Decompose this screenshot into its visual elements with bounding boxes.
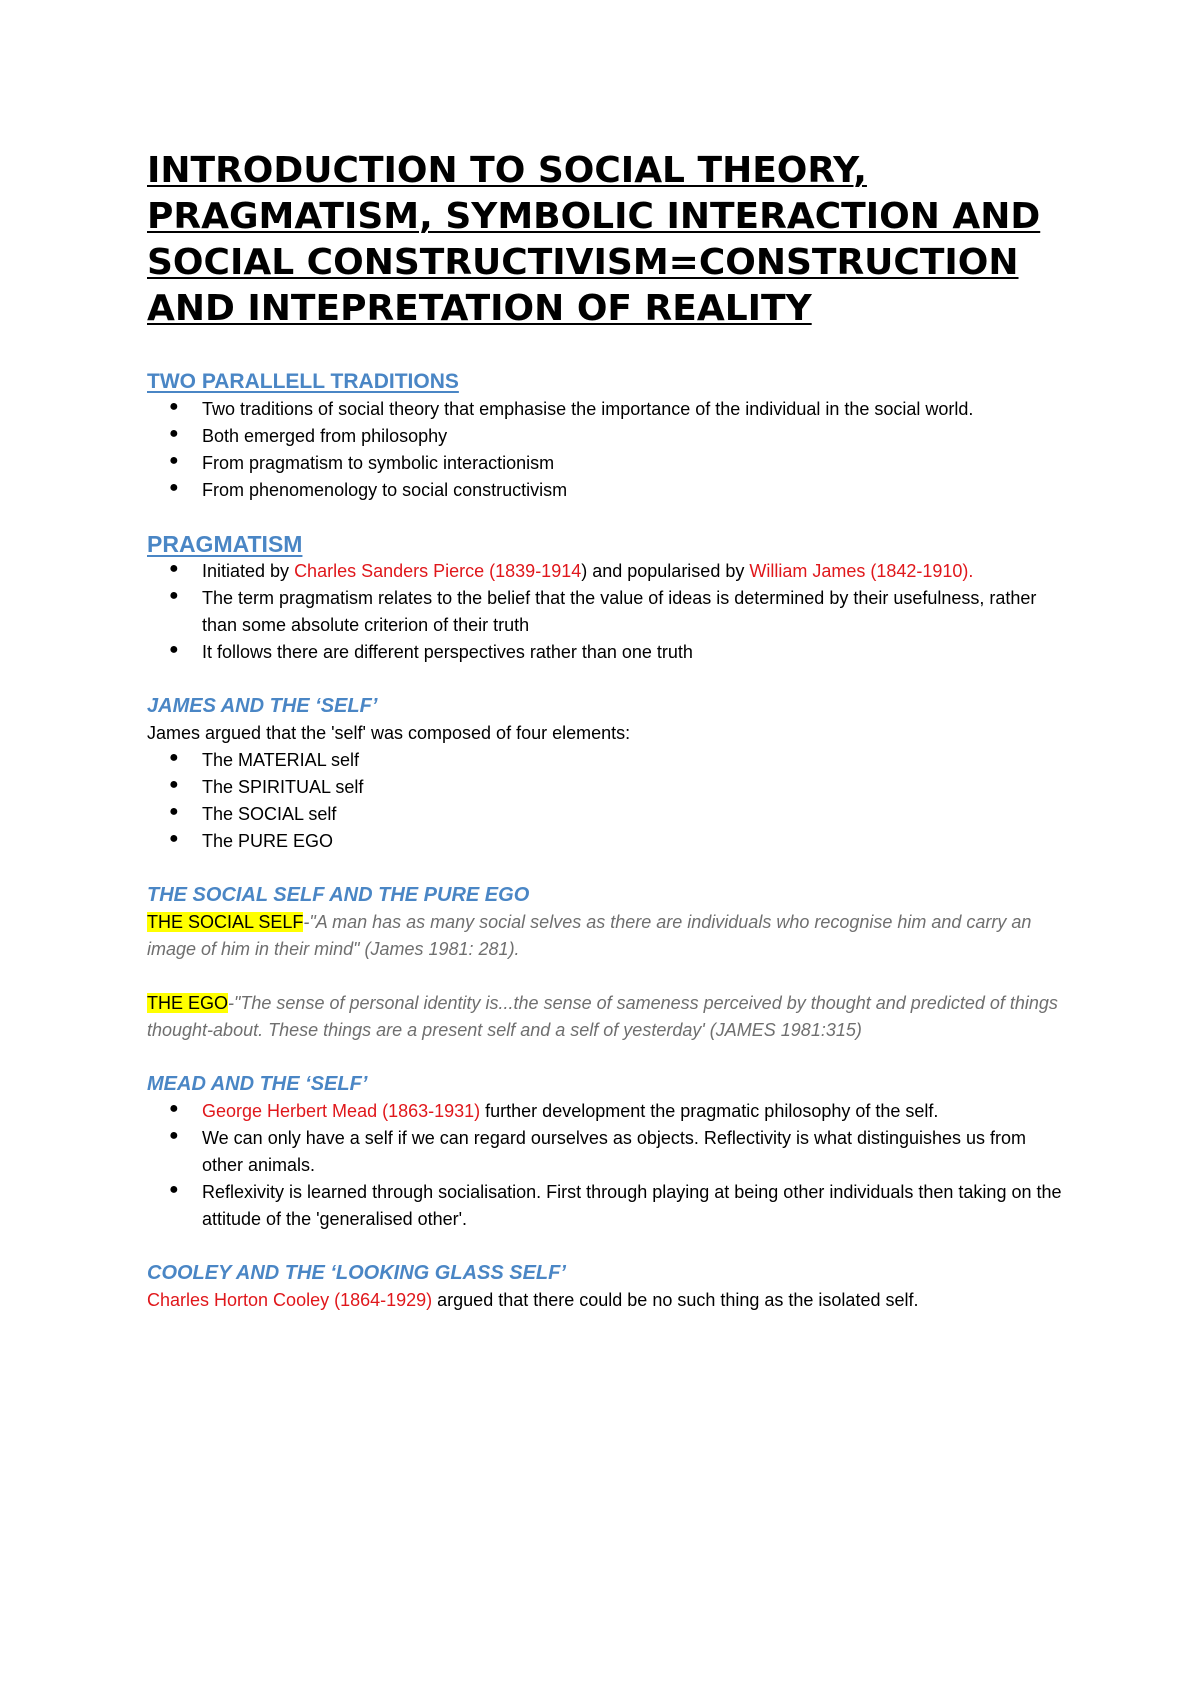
social-self-quote: -"A man has as many social selves as there are individuals who recognise him and carry an image of him in their mind" (James 1981: 281). <box>147 912 1032 959</box>
two-traditions-heading: TWO PARALLELL TRADITIONS <box>147 370 459 393</box>
section-james-self <box>147 692 1067 855</box>
list-item: ● The SPIRITUAL self <box>169 776 364 797</box>
social-self-heading: THE SOCIAL SELF AND THE PURE EGO <box>147 884 530 906</box>
ego-paragraph <box>147 990 1067 1044</box>
document-content <box>147 148 1067 1314</box>
bullet-icon: ● <box>169 1181 179 1198</box>
list-item: ● Reflexivity is learned through socialisation. First through playing at being other individuals then taking on the attitude of the 'generalised other'. <box>169 1181 1062 1229</box>
section-mead-self <box>147 1070 1067 1233</box>
bullet-icon: ● <box>169 776 179 793</box>
section-two-traditions <box>147 368 1067 504</box>
mead-self-heading: MEAD AND THE ‘SELF’ <box>147 1073 368 1095</box>
bullet-icon: ● <box>169 452 179 469</box>
list-item: ● The term pragmatism relates to the belief that the value of ideas is determined by their usefulness, rather than some absolute criterion of their truth <box>169 587 1037 635</box>
document-title: INTRODUCTION TO SOCIAL THEORY, PRAGMATISM, SYMBOLIC INTERACTION AND SOCIAL CONSTRUCTIVISM=CONSTRUCTION AND INTEPRETATION OF REALITY <box>147 150 1041 329</box>
pragmatism-list <box>147 558 1067 666</box>
list-item: ● George Herbert Mead (1863-1931) further development the pragmatic philosophy of the self. <box>169 1100 939 1121</box>
list-item: ● From phenomenology to social constructivism <box>169 479 568 500</box>
list-item: ● The MATERIAL self <box>169 749 360 770</box>
social-self-paragraph <box>147 909 1067 963</box>
list-item: ● Both emerged from philosophy <box>169 425 448 446</box>
social-self-label: THE SOCIAL SELF <box>147 912 304 932</box>
list-item: ● Initiated by Charles Sanders Pierce (1839-1914) and popularised by William James (1842-1910). <box>169 560 974 581</box>
section-social-self <box>147 881 1067 1044</box>
ego-quote: -"The sense of personal identity is...the sense of sameness perceived by thought and predicted of things thought-about. These things are a present self and a self of yesterday' (JAMES 1981:315) <box>147 993 1058 1040</box>
section-pragmatism <box>147 530 1067 666</box>
bullet-icon: ● <box>169 425 179 442</box>
bullet-icon: ● <box>169 1127 179 1144</box>
bullet-icon: ● <box>169 830 179 847</box>
cooley-heading: COOLEY AND THE ‘LOOKING GLASS SELF’ <box>147 1262 566 1284</box>
bullet-icon: ● <box>169 749 179 766</box>
mead-self-list <box>147 1098 1067 1233</box>
bullet-icon: ● <box>169 587 179 604</box>
bullet-icon: ● <box>169 641 179 658</box>
list-item: ● It follows there are different perspectives rather than one truth <box>169 641 693 662</box>
list-item: ● The SOCIAL self <box>169 803 337 824</box>
bullet-icon: ● <box>169 479 179 496</box>
list-item: ● From pragmatism to symbolic interactionism <box>169 452 555 473</box>
bullet-icon: ● <box>169 398 179 415</box>
james-self-heading: JAMES AND THE ‘SELF’ <box>147 695 378 717</box>
list-item: ● The PURE EGO <box>169 830 334 851</box>
james-self-intro: James argued that the 'self' was composed of four elements: <box>147 723 631 743</box>
cooley-paragraph: Charles Horton Cooley (1864-1929) argued that there could be no such thing as the isolated self. <box>147 1290 919 1310</box>
bullet-icon: ● <box>169 803 179 820</box>
pragmatism-heading: PRAGMATISM <box>147 531 303 557</box>
section-cooley <box>147 1259 1067 1314</box>
james-self-list <box>147 747 1067 855</box>
list-item: ● Two traditions of social theory that emphasise the importance of the individual in the social world. <box>169 398 974 419</box>
bullet-icon: ● <box>169 1100 179 1117</box>
ego-label: THE EGO <box>147 993 229 1013</box>
list-item: ● We can only have a self if we can regard ourselves as objects. Reflectivity is what distinguishes us from other animals. <box>169 1127 1027 1175</box>
bullet-icon: ● <box>169 560 179 577</box>
two-traditions-list <box>147 396 1067 504</box>
